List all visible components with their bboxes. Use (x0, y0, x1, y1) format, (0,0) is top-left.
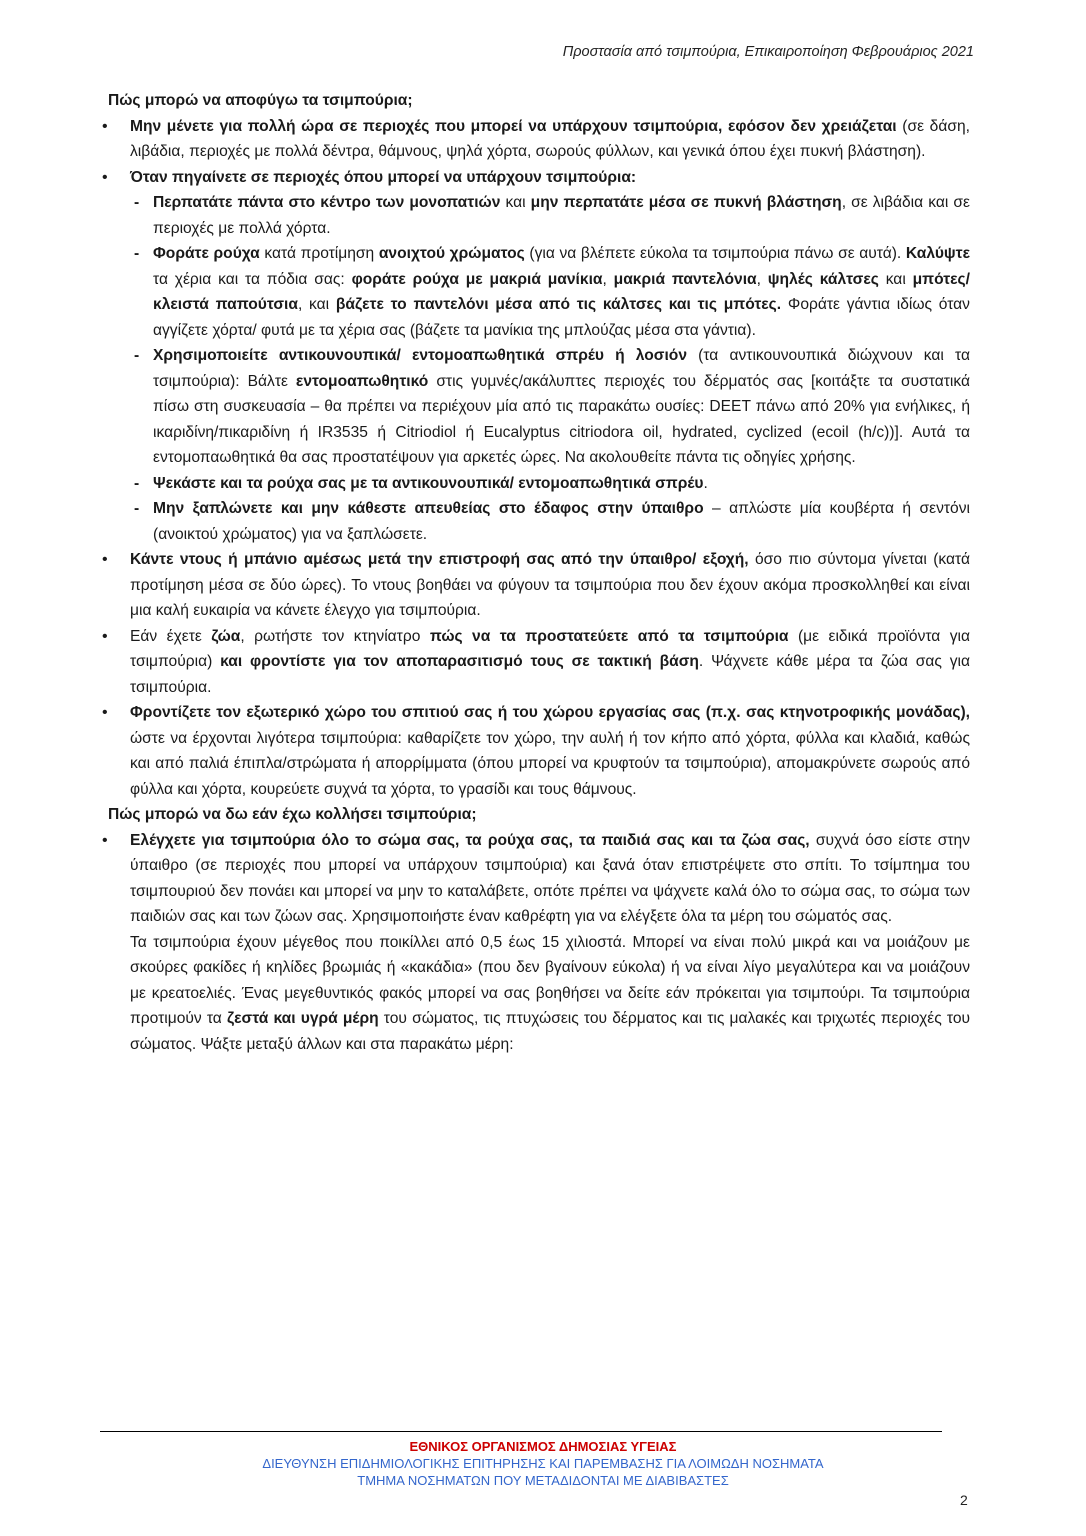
dash-do-not-lie-ground: - Μην ξαπλώνετε και μην κάθεστε απευθείας στο έδαφος στην ύπαιθρο – απλώστε μία κουβέρτα ή σεντόνι (ανοικτού χρώματος) για να ξαπλώσετε. (108, 496, 970, 547)
bullet-when-visiting: • Όταν πηγαίνετε σε περιοχές όπου μπορεί να υπάρχουν τσιμπούρια: (108, 165, 970, 191)
dash-wear-clothes: - Φοράτε ρούχα κατά προτίμηση ανοιχτού χρώματος (για να βλέπετε εύκολα τα τσιμπούρια πάνω σε αυτά). Καλύψτε τα χέρια και τα πόδια σας: φοράτε ρούχα με μακριά μανίκια, μακριά παντελόνια, ψηλές κάλτσες και μπότες/ κλειστά παπούτσια, και βάζετε το παντελόνι μέσα από τις κάλτσες και τις μπότες. Φοράτε γάντια ιδίως όταν αγγίζετε χόρτα/ φυτά με τα χέρια σας (βάζετε τα μανίκια της μπλούζας μέσα στα γάντια). (108, 241, 970, 343)
page-footer (0, 1438, 1086, 1489)
section-title-avoid-ticks: Πώς μπορώ να αποφύγω τα τσιμπούρια; (108, 92, 413, 109)
dash-use-repellent: - Χρησιμοποιείτε αντικουνουπικά/ εντομοαπωθητικά σπρέυ ή λοσιόν (τα αντικουνουπικά διώχνουν και τα τσιμπούρια): Βάλτε εντομοαπωθητικό στις γυμνές/ακάλυπτες περιοχές του δέρματός σας [κοιτάξτε τα συστατικά πίσω στη συσκευασία – θα πρέπει να περιέχουν μία από τις παρακάτω ουσίες: DEET πάνω από 20% για ενήλικες, ή ικαριδίνη/πικαριδίνη ή IR3535 ή Citriodiol ή Eucalyptus citriodora oil, hydrated, cyclized (ecoil (h/c))]. Αυτά τα εντομοπαωθητικά θα σας προστατέψουν για αρκετές ώρες. Να ακολουθείτε πάντα τις οδηγίες χρήσης. (108, 343, 970, 471)
section-title-check-ticks: Πώς μπορώ να δω εάν έχω κολλήσει τσιμπούρια; (108, 806, 477, 823)
footer-divider (100, 1431, 942, 1432)
dash-walk-center: - Περπατάτε πάντα στο κέντρο των μονοπατιών και μην περπατάτε μέσα σε πυκνή βλάστηση, σε λιβάδια και σε περιοχές με πολλά χόρτα. (108, 190, 970, 241)
page-number: 2 (960, 1492, 968, 1508)
bullet-avoid-areas: • Μην μένετε για πολλή ώρα σε περιοχές που μπορεί να υπάρχουν τσιμπούρια, εφόσον δεν χρειάζεται (σε δάση, λιβάδια, περιοχές με πολλά δέντρα, θάμνους, ψηλά χόρτα, σωρούς φύλλων, και γενικά όπου έχει πυκνή βλάστηση). (108, 114, 970, 165)
footer-organization: ΕΘΝΙΚΟΣ ΟΡΓΑΝΙΣΜΟΣ ΔΗΜΟΣΙΑΣ ΥΓΕΙΑΣ (409, 1439, 677, 1454)
bullet-animals: • Εάν έχετε ζώα, ρωτήστε τον κτηνίατρο πώς να τα προστατεύετε από τα τσιμπούρια (με ειδικά προϊόντα για τσιμπούρια) και φροντίστε για τον αποπαρασιτισμό τους σε τακτική βάση. Ψάχνετε κάθε μέρα τα ζώα σας για τσιμπούρια. (108, 624, 970, 701)
footer-department: ΤΜΗΜΑ ΝΟΣΗΜΑΤΩΝ ΠΟΥ ΜΕΤΑΔΙΔΟΝΤΑΙ ΜΕ ΔΙΑΒΙΒΑΣΤΕΣ (357, 1473, 729, 1488)
document-body (108, 88, 970, 1057)
bullet-outdoor-space: • Φροντίζετε τον εξωτερικό χώρο του σπιτιού σας ή του χώρου εργασίας σας (π.χ. σας κτηνοτροφικής μονάδας), ώστε να έρχονται λιγότερα τσιμπούρια: καθαρίζετε τον χώρο, την αυλή ή τον κήπο από χόρτα, φύλλα και κλαδιά, καθώς και από παλιά έπιπλα/στρώματα ή απορρίμματα (όπου μπορεί να κρυφτούν τα τσιμπούρια), απομακρύνετε σωρούς από φύλλα και χόρτα, κουρεύετε συχνά τα χόρτα, το γρασίδι και τους θάμνους. (108, 700, 970, 802)
bullet-shower: • Κάντε ντους ή μπάνιο αμέσως μετά την επιστροφή σας από την ύπαιθρο/ εξοχή, όσο πιο σύντομα γίνεται (κατά προτίμηση μέσα σε δύο ώρες). Το ντους βοηθάει να φύγουν τα τσιμπούρια που δεν έχουν ακόμα προσκολληθεί και είναι μια καλή ευκαιρία να κάνετε έλεγχο για τσιμπούρια. (108, 547, 970, 624)
page-header: Προστασία από τσιμπούρια, Επικαιροποίηση Φεβρουάριος 2021 (562, 44, 974, 60)
paragraph-tick-size: Τα τσιμπούρια έχουν μέγεθος που ποικίλλει από 0,5 έως 15 χιλιοστά. Μπορεί να είναι πολύ μικρά και να μοιάζουν με σκούρες φακίδες ή κηλίδες βρωμιάς ή «κακάδια» (που δεν βγαίνουν εύκολα) ή να είναι λίγο μεγαλύτερα και να μοιάζουν με κρεατοελιές. Ένας μεγεθυντικός φακός μπορεί να σας βοηθήσει να δείτε εάν πρόκειται για τσιμπούρι. Τα τσιμπούρια προτιμούν τα ζεστά και υγρά μέρη του σώματος, τις πτυχώσεις του δέρματος και τις μαλακές και τριχωτές περιοχές του σώματος. Ψάξτε μεταξύ άλλων και στα παρακάτω μέρη: (130, 933, 971, 1053)
dash-spray-clothes: - Ψεκάστε και τα ρούχα σας με τα αντικουνουπικά/ εντομοαπωθητικά σπρέυ. (108, 471, 970, 497)
bullet-check-body: • Ελέγχετε για τσιμπούρια όλο το σώμα σας, τα ρούχα σας, τα παιδιά σας και τα ζώα σας, συχνά όσο είστε στην ύπαιθρο (σε περιοχές που μπορεί να υπάρχουν τσιμπούρια) και ξανά όταν επιστρέψετε στο σπίτι. Το τσίμπημα του τσιμπουριού δεν πονάει και μπορεί να μην το καταλάβετε, οπότε πρέπει να ψάχνετε καλά όλο το σώμα σας, το σώμα των παιδιών σας και των ζώων σας. Χρησιμοποιήστε έναν καθρέφτη για να ελέγξετε όλα τα μέρη του σώματός σας. (108, 828, 970, 930)
footer-directorate: ΔΙΕΥΘΥΝΣΗ ΕΠΙΔΗΜΙΟΛΟΓΙΚΗΣ ΕΠΙΤΗΡΗΣΗΣ ΚΑΙ ΠΑΡΕΜΒΑΣΗΣ ΓΙΑ ΛΟΙΜΩΔΗ ΝΟΣΗΜΑΤΑ (262, 1456, 824, 1471)
